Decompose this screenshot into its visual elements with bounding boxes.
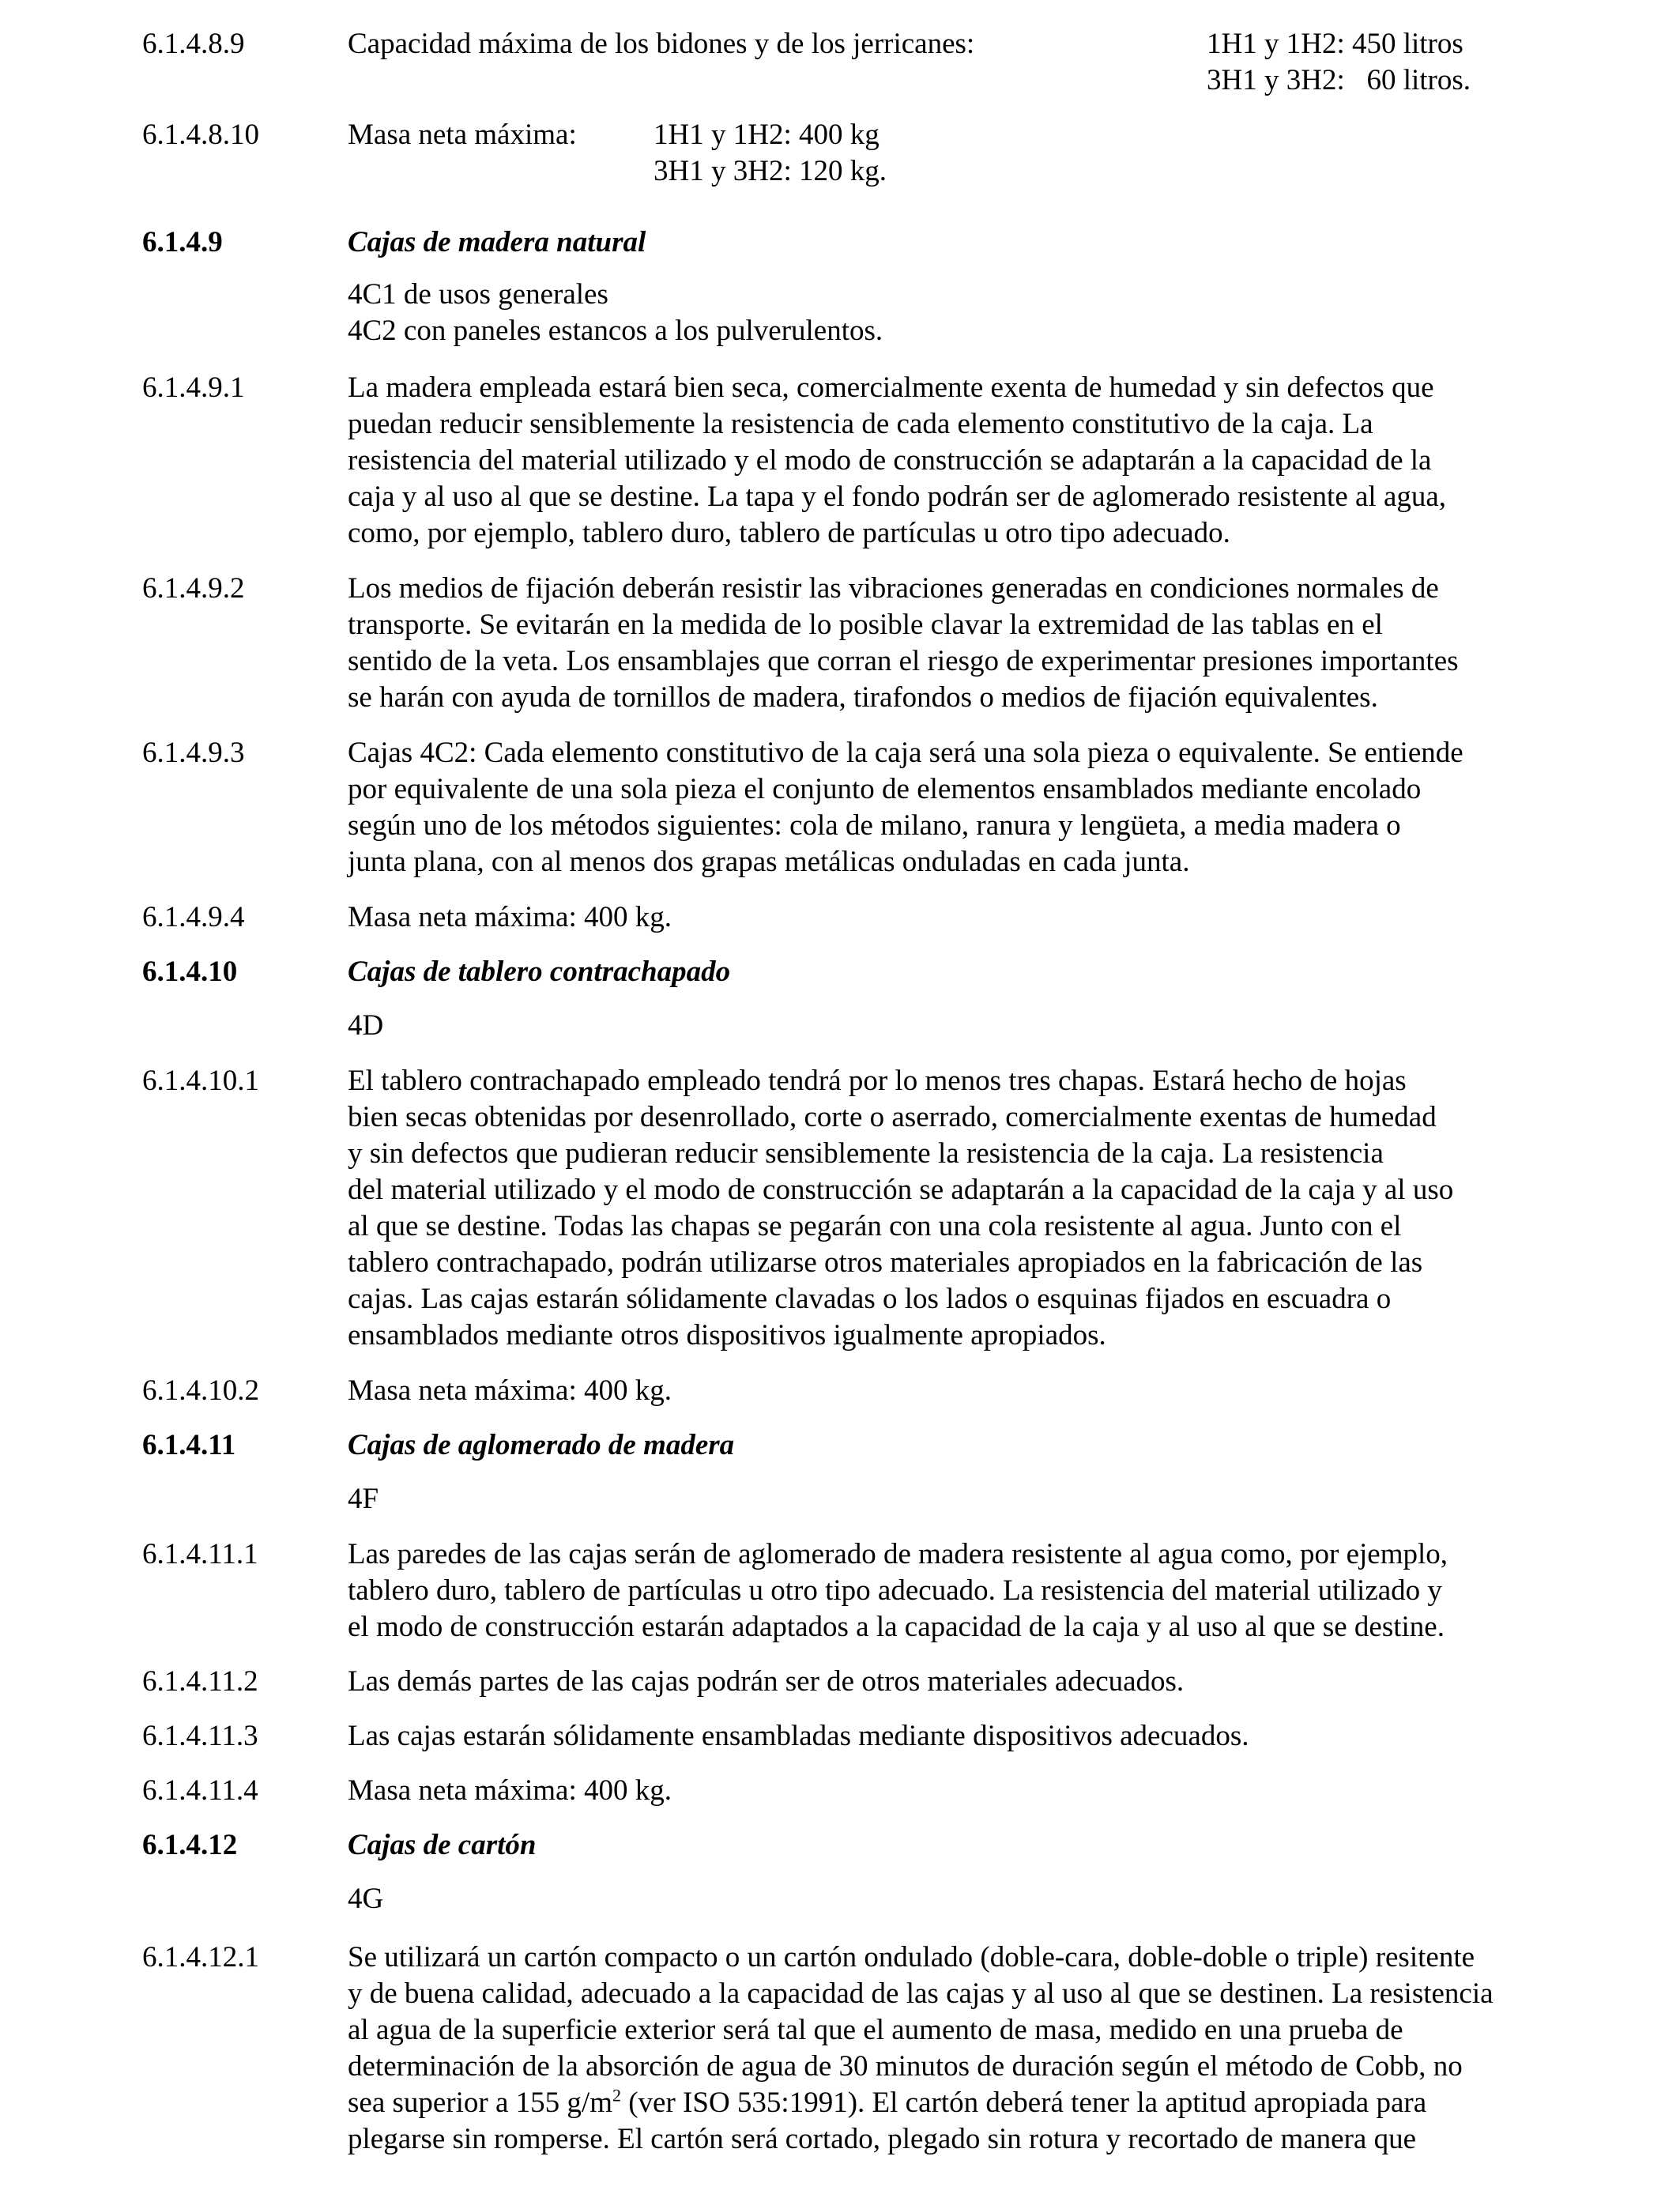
section-number: 6.1.4.10.1 bbox=[142, 1065, 259, 1097]
paragraph bbox=[348, 370, 1538, 552]
mass-value-3h: 3H1 y 3H2: 120 kg. bbox=[654, 155, 887, 187]
capacity-value-3h: 3H1 y 3H2: 60 litros. bbox=[1207, 64, 1471, 96]
paragraph-line: resistencia del material utilizado y el modo de construcción se adaptarán a la capacidad de la bbox=[348, 444, 1432, 477]
section-number: 6.1.4.11.4 bbox=[142, 1774, 258, 1807]
paragraph-line: ensamblados mediante otros dispositivos igualmente apropiados. bbox=[348, 1319, 1106, 1351]
section-number: 6.1.4.11.3 bbox=[142, 1720, 258, 1752]
paragraph-line: bien secas obtenidas por desenrollado, corte o aserrado, comercialmente exentas de humedad bbox=[348, 1101, 1437, 1133]
paragraph bbox=[348, 1940, 1538, 2158]
paragraph-line: Se utilizará un cartón compacto o un cartón ondulado (doble-cara, doble-doble o triple) resitente bbox=[348, 1941, 1475, 1973]
paragraph bbox=[348, 1063, 1538, 1354]
paragraph-line: La madera empleada estará bien seca, comercialmente exenta de humedad y sin defectos que bbox=[348, 371, 1434, 404]
section-text: Masa neta máxima: 400 kg. bbox=[348, 901, 672, 933]
paragraph-line: puedan reducir sensiblemente la resistencia de cada elemento constitutivo de la caja. La bbox=[348, 408, 1373, 440]
paragraph bbox=[348, 1536, 1538, 1646]
paragraph-line: determinación de la absorción de agua de 30 minutos de duración según el método de Cobb, no bbox=[348, 2050, 1463, 2083]
section-text: Masa neta máxima: 400 kg. bbox=[348, 1374, 672, 1407]
section-number: 6.1.4.11.1 bbox=[142, 1538, 258, 1570]
section-title: Cajas de cartón bbox=[348, 1829, 537, 1861]
paragraph-line: como, por ejemplo, tablero duro, tablero de partículas u otro tipo adecuado. bbox=[348, 517, 1230, 549]
paragraph-line: caja y al uso al que se destine. La tapa y el fondo podrán ser de aglomerado resistente al agua, bbox=[348, 481, 1447, 513]
type-code-4c1: 4C1 de usos generales bbox=[348, 278, 608, 311]
paragraph-line: del material utilizado y el modo de construcción se adaptarán a la capacidad de la caja y al uso bbox=[348, 1174, 1454, 1206]
section-number: 6.1.4.10 bbox=[142, 956, 238, 988]
paragraph-line: el modo de construcción estarán adaptados a la capacidad de la caja y al uso al que se destine. bbox=[348, 1611, 1445, 1643]
section-title: Cajas de aglomerado de madera bbox=[348, 1429, 735, 1461]
paragraph-line: plegarse sin romperse. El cartón será cortado, plegado sin rotura y recortado de manera que bbox=[348, 2123, 1416, 2155]
section-title: Cajas de tablero contrachapado bbox=[348, 956, 731, 988]
section-number: 6.1.4.10.2 bbox=[142, 1374, 259, 1407]
section-number: 6.1.4.11 bbox=[142, 1429, 236, 1461]
paragraph-line: tablero duro, tablero de partículas u otro tipo adecuado. La resistencia del material utilizado y bbox=[348, 1574, 1442, 1607]
paragraph-line: Los medios de fijación deberán resistir las vibraciones generadas en condiciones normales de bbox=[348, 572, 1439, 605]
section-number: 6.1.4.8.9 bbox=[142, 28, 245, 60]
paragraph-line: transporte. Se evitarán en la medida de lo posible clavar la extremidad de las tablas en el bbox=[348, 609, 1383, 641]
section-title: Cajas de madera natural bbox=[348, 226, 646, 258]
paragraph-line: y de buena calidad, adecuado a la capacidad de las cajas y al uso al que se destinen. La resistencia bbox=[348, 1977, 1494, 2010]
section-number: 6.1.4.11.2 bbox=[142, 1665, 258, 1698]
paragraph-line: al agua de la superficie exterior será tal que el aumento de masa, medido en una prueba de bbox=[348, 2014, 1403, 2046]
paragraph-line: se harán con ayuda de tornillos de madera, tirafondos o medios de fijación equivalentes. bbox=[348, 681, 1378, 714]
section-number: 6.1.4.9 bbox=[142, 226, 223, 258]
paragraph bbox=[348, 571, 1538, 716]
type-code: 4D bbox=[348, 1009, 384, 1042]
section-number: 6.1.4.8.10 bbox=[142, 119, 259, 151]
section-text: Masa neta máxima: 400 kg. bbox=[348, 1774, 672, 1807]
mass-value-1h: 1H1 y 1H2: 400 kg bbox=[654, 119, 880, 151]
section-number: 6.1.4.9.1 bbox=[142, 371, 245, 404]
paragraph-line: cajas. Las cajas estarán sólidamente clavadas o los lados o esquinas fijados en escuadra o bbox=[348, 1283, 1392, 1315]
paragraph-line: junta plana, con al menos dos grapas metálicas onduladas en cada junta. bbox=[348, 846, 1190, 878]
paragraph-line: Las paredes de las cajas serán de aglomerado de madera resistente al agua como, por ejemplo, bbox=[348, 1538, 1448, 1570]
capacity-value-1h: 1H1 y 1H2: 450 litros bbox=[1207, 28, 1463, 60]
section-number: 6.1.4.9.2 bbox=[142, 572, 245, 605]
paragraph-line: sentido de la veta. Los ensamblajes que corran el riesgo de experimentar presiones importantes bbox=[348, 645, 1459, 677]
section-number: 6.1.4.9.4 bbox=[142, 901, 245, 933]
text-run: (ver ISO 535:1991). El cartón deberá tener la aptitud apropiada para bbox=[620, 2087, 1427, 2119]
paragraph-line: al que se destine. Todas las chapas se pegarán con una cola resistente al agua. Junto con el bbox=[348, 1210, 1402, 1242]
paragraph-line: según uno de los métodos siguientes: cola de milano, ranura y lengüeta, a media madera o bbox=[348, 809, 1401, 842]
section-text: Las demás partes de las cajas podrán ser de otros materiales adecuados. bbox=[348, 1665, 1185, 1698]
paragraph-line: Cajas 4C2: Cada elemento constitutivo de la caja será una sola pieza o equivalente. Se entiende bbox=[348, 737, 1463, 769]
section-number: 6.1.4.9.3 bbox=[142, 737, 245, 769]
section-number: 6.1.4.12.1 bbox=[142, 1941, 259, 1973]
section-number: 6.1.4.12 bbox=[142, 1829, 238, 1861]
text-run: sea superior a 155 g/m bbox=[348, 2087, 612, 2119]
section-text: Las cajas estarán sólidamente ensambladas mediante dispositivos adecuados. bbox=[348, 1720, 1249, 1752]
paragraph-line bbox=[348, 2085, 1538, 2121]
type-code: 4F bbox=[348, 1483, 379, 1515]
paragraph-line: y sin defectos que pudieran reducir sensiblemente la resistencia de la caja. La resistencia bbox=[348, 1137, 1384, 1170]
paragraph bbox=[348, 735, 1538, 880]
paragraph-line: por equivalente de una sola pieza el conjunto de elementos ensamblados mediante encolado bbox=[348, 773, 1422, 805]
mass-label: Masa neta máxima: bbox=[348, 119, 577, 151]
type-code-4c2: 4C2 con paneles estancos a los pulverulentos. bbox=[348, 315, 883, 347]
type-code: 4G bbox=[348, 1883, 384, 1915]
superscript: 2 bbox=[612, 2085, 621, 2105]
paragraph-line: tablero contrachapado, podrán utilizarse otros materiales apropiados en la fabricación de las bbox=[348, 1246, 1423, 1279]
paragraph-line: El tablero contrachapado empleado tendrá por lo menos tres chapas. Estará hecho de hojas bbox=[348, 1065, 1407, 1097]
capacity-label: Capacidad máxima de los bidones y de los jerricanes: bbox=[348, 28, 975, 60]
